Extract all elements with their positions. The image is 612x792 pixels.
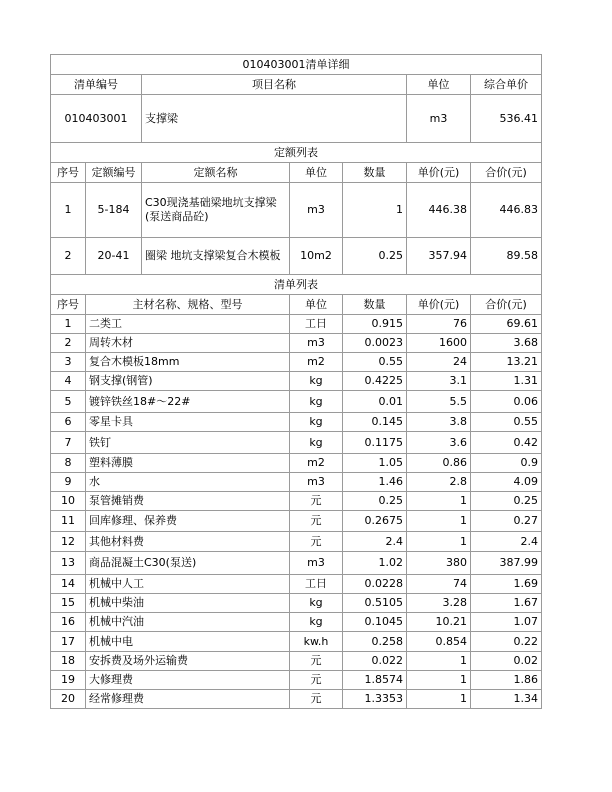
list-qty: 1.3353 — [343, 690, 407, 709]
item-code: 010403001 — [51, 95, 142, 143]
list-name: 其他材料费 — [86, 532, 290, 552]
list-col-price: 单价(元) — [407, 295, 471, 315]
list-name: 机械中汽油 — [86, 613, 290, 632]
list-col-total: 合价(元) — [471, 295, 542, 315]
list-name: 周转木材 — [86, 334, 290, 353]
item-unit: m3 — [407, 95, 471, 143]
list-price: 0.86 — [407, 454, 471, 473]
list-name: 大修理费 — [86, 671, 290, 690]
list-name: 安拆费及场外运输费 — [86, 652, 290, 671]
list-total: 0.22 — [471, 632, 542, 652]
list-row — [51, 632, 542, 652]
list-no: 11 — [51, 511, 86, 532]
list-no: 19 — [51, 671, 86, 690]
list-qty: 2.4 — [343, 532, 407, 552]
list-unit: m3 — [290, 473, 343, 492]
list-unit: kg — [290, 432, 343, 454]
list-unit: 元 — [290, 652, 343, 671]
list-name: 回库修理、保养费 — [86, 511, 290, 532]
list-row — [51, 594, 542, 613]
list-unit: 工日 — [290, 575, 343, 594]
list-total: 1.34 — [471, 690, 542, 709]
list-name: 塑料薄膜 — [86, 454, 290, 473]
list-unit: kg — [290, 391, 343, 413]
list-price: 2.8 — [407, 473, 471, 492]
list-no: 9 — [51, 473, 86, 492]
quota-total: 89.58 — [471, 238, 542, 275]
list-price: 1 — [407, 511, 471, 532]
list-qty: 0.1175 — [343, 432, 407, 454]
quota-name: C30现浇基础梁地坑支撑梁(泵送商品砼) — [142, 183, 290, 238]
quota-col-code: 定额编号 — [86, 163, 142, 183]
list-unit: m3 — [290, 334, 343, 353]
list-row — [51, 492, 542, 511]
list-total: 1.69 — [471, 575, 542, 594]
list-total: 4.09 — [471, 473, 542, 492]
list-qty: 0.022 — [343, 652, 407, 671]
list-qty: 1.05 — [343, 454, 407, 473]
list-unit: m3 — [290, 552, 343, 575]
list-unit: kg — [290, 613, 343, 632]
list-row — [51, 552, 542, 575]
list-unit: kw.h — [290, 632, 343, 652]
quota-code: 20-41 — [86, 238, 142, 275]
list-row — [51, 334, 542, 353]
quota-name: 圈梁 地坑支撑梁复合木模板 — [142, 238, 290, 275]
quota-row — [51, 238, 542, 275]
quota-no: 1 — [51, 183, 86, 238]
list-section-title: 清单列表 — [51, 275, 542, 295]
list-no: 8 — [51, 454, 86, 473]
list-row — [51, 372, 542, 391]
quota-unit: m3 — [290, 183, 343, 238]
quota-unit: 10m2 — [290, 238, 343, 275]
list-name: 镀锌铁丝18#～22# — [86, 391, 290, 413]
quota-col-unit: 单位 — [290, 163, 343, 183]
list-price: 1 — [407, 652, 471, 671]
list-name: 复合木模板18mm — [86, 353, 290, 372]
list-qty: 0.55 — [343, 353, 407, 372]
quota-total: 446.83 — [471, 183, 542, 238]
list-name: 零星卡具 — [86, 413, 290, 432]
list-qty: 0.4225 — [343, 372, 407, 391]
list-name: 铁钉 — [86, 432, 290, 454]
quota-qty: 1 — [343, 183, 407, 238]
list-name: 商品混凝土C30(泵送) — [86, 552, 290, 575]
list-col-qty: 数量 — [343, 295, 407, 315]
quota-header-row — [51, 163, 542, 183]
list-qty: 0.0023 — [343, 334, 407, 353]
item-header-row — [51, 75, 542, 95]
name-header: 项目名称 — [142, 75, 407, 95]
title-row — [51, 55, 542, 75]
quota-col-name: 定额名称 — [142, 163, 290, 183]
list-unit: 工日 — [290, 315, 343, 334]
list-total: 0.55 — [471, 413, 542, 432]
list-qty: 0.145 — [343, 413, 407, 432]
list-total: 387.99 — [471, 552, 542, 575]
list-no: 18 — [51, 652, 86, 671]
list-name: 机械中电 — [86, 632, 290, 652]
list-price: 1600 — [407, 334, 471, 353]
list-price: 1 — [407, 532, 471, 552]
list-no: 3 — [51, 353, 86, 372]
list-no: 4 — [51, 372, 86, 391]
list-price: 76 — [407, 315, 471, 334]
list-no: 7 — [51, 432, 86, 454]
list-no: 6 — [51, 413, 86, 432]
list-total: 1.31 — [471, 372, 542, 391]
list-no: 20 — [51, 690, 86, 709]
list-qty: 0.01 — [343, 391, 407, 413]
list-row — [51, 391, 542, 413]
list-row — [51, 575, 542, 594]
list-name: 经常修理费 — [86, 690, 290, 709]
list-total: 69.61 — [471, 315, 542, 334]
list-price: 380 — [407, 552, 471, 575]
list-unit: m2 — [290, 454, 343, 473]
list-qty: 1.8574 — [343, 671, 407, 690]
list-no: 12 — [51, 532, 86, 552]
list-price: 3.28 — [407, 594, 471, 613]
list-price: 3.6 — [407, 432, 471, 454]
list-unit: kg — [290, 594, 343, 613]
list-unit: kg — [290, 372, 343, 391]
list-row — [51, 671, 542, 690]
list-total: 0.02 — [471, 652, 542, 671]
list-no: 15 — [51, 594, 86, 613]
list-total: 2.4 — [471, 532, 542, 552]
list-qty: 0.1045 — [343, 613, 407, 632]
list-unit: m2 — [290, 353, 343, 372]
bill-detail-table — [50, 54, 542, 709]
list-unit: 元 — [290, 492, 343, 511]
list-row — [51, 511, 542, 532]
list-header-row — [51, 295, 542, 315]
item-name: 支撑梁 — [142, 95, 407, 143]
list-unit: 元 — [290, 511, 343, 532]
list-qty: 1.46 — [343, 473, 407, 492]
list-price: 3.1 — [407, 372, 471, 391]
list-no: 2 — [51, 334, 86, 353]
list-name: 机械中人工 — [86, 575, 290, 594]
list-no: 10 — [51, 492, 86, 511]
list-total: 3.68 — [471, 334, 542, 353]
quota-no: 2 — [51, 238, 86, 275]
list-price: 24 — [407, 353, 471, 372]
list-row — [51, 613, 542, 632]
list-col-unit: 单位 — [290, 295, 343, 315]
list-total: 1.86 — [471, 671, 542, 690]
list-price: 74 — [407, 575, 471, 594]
quota-section-title: 定额列表 — [51, 143, 542, 163]
list-qty: 0.915 — [343, 315, 407, 334]
list-row — [51, 532, 542, 552]
list-row — [51, 432, 542, 454]
price-header: 综合单价 — [471, 75, 542, 95]
list-total: 0.27 — [471, 511, 542, 532]
list-section-row — [51, 275, 542, 295]
list-total: 13.21 — [471, 353, 542, 372]
list-no: 14 — [51, 575, 86, 594]
list-no: 16 — [51, 613, 86, 632]
list-row — [51, 473, 542, 492]
list-no: 13 — [51, 552, 86, 575]
list-no: 5 — [51, 391, 86, 413]
item-price: 536.41 — [471, 95, 542, 143]
list-total: 1.67 — [471, 594, 542, 613]
list-price: 0.854 — [407, 632, 471, 652]
list-qty: 0.5105 — [343, 594, 407, 613]
list-name: 泵管摊销费 — [86, 492, 290, 511]
sheet-title: 010403001清单详细 — [51, 55, 542, 75]
list-price: 1 — [407, 690, 471, 709]
list-total: 0.06 — [471, 391, 542, 413]
list-total: 0.42 — [471, 432, 542, 454]
list-no: 17 — [51, 632, 86, 652]
list-row — [51, 690, 542, 709]
list-name: 钢支撑(钢管) — [86, 372, 290, 391]
list-qty: 0.2675 — [343, 511, 407, 532]
list-price: 5.5 — [407, 391, 471, 413]
list-row — [51, 454, 542, 473]
list-price: 3.8 — [407, 413, 471, 432]
list-price: 10.21 — [407, 613, 471, 632]
list-unit: kg — [290, 413, 343, 432]
list-total: 0.9 — [471, 454, 542, 473]
list-row — [51, 652, 542, 671]
quota-col-no: 序号 — [51, 163, 86, 183]
list-col-name: 主材名称、规格、型号 — [86, 295, 290, 315]
list-row — [51, 315, 542, 334]
list-total: 0.25 — [471, 492, 542, 511]
list-qty: 0.25 — [343, 492, 407, 511]
list-name: 机械中柴油 — [86, 594, 290, 613]
list-price: 1 — [407, 492, 471, 511]
list-row — [51, 353, 542, 372]
list-unit: 元 — [290, 671, 343, 690]
list-col-no: 序号 — [51, 295, 86, 315]
quota-code: 5-184 — [86, 183, 142, 238]
list-unit: 元 — [290, 690, 343, 709]
quota-section-row — [51, 143, 542, 163]
quota-col-qty: 数量 — [343, 163, 407, 183]
quota-col-price: 单价(元) — [407, 163, 471, 183]
quota-col-total: 合价(元) — [471, 163, 542, 183]
list-qty: 0.0228 — [343, 575, 407, 594]
list-name: 水 — [86, 473, 290, 492]
list-no: 1 — [51, 315, 86, 334]
list-qty: 1.02 — [343, 552, 407, 575]
quota-price: 446.38 — [407, 183, 471, 238]
list-qty: 0.258 — [343, 632, 407, 652]
quota-qty: 0.25 — [343, 238, 407, 275]
list-row — [51, 413, 542, 432]
list-total: 1.07 — [471, 613, 542, 632]
list-price: 1 — [407, 671, 471, 690]
quota-price: 357.94 — [407, 238, 471, 275]
unit-header: 单位 — [407, 75, 471, 95]
list-name: 二类工 — [86, 315, 290, 334]
code-header: 清单编号 — [51, 75, 142, 95]
item-row — [51, 95, 542, 143]
list-unit: 元 — [290, 532, 343, 552]
quota-row — [51, 183, 542, 238]
